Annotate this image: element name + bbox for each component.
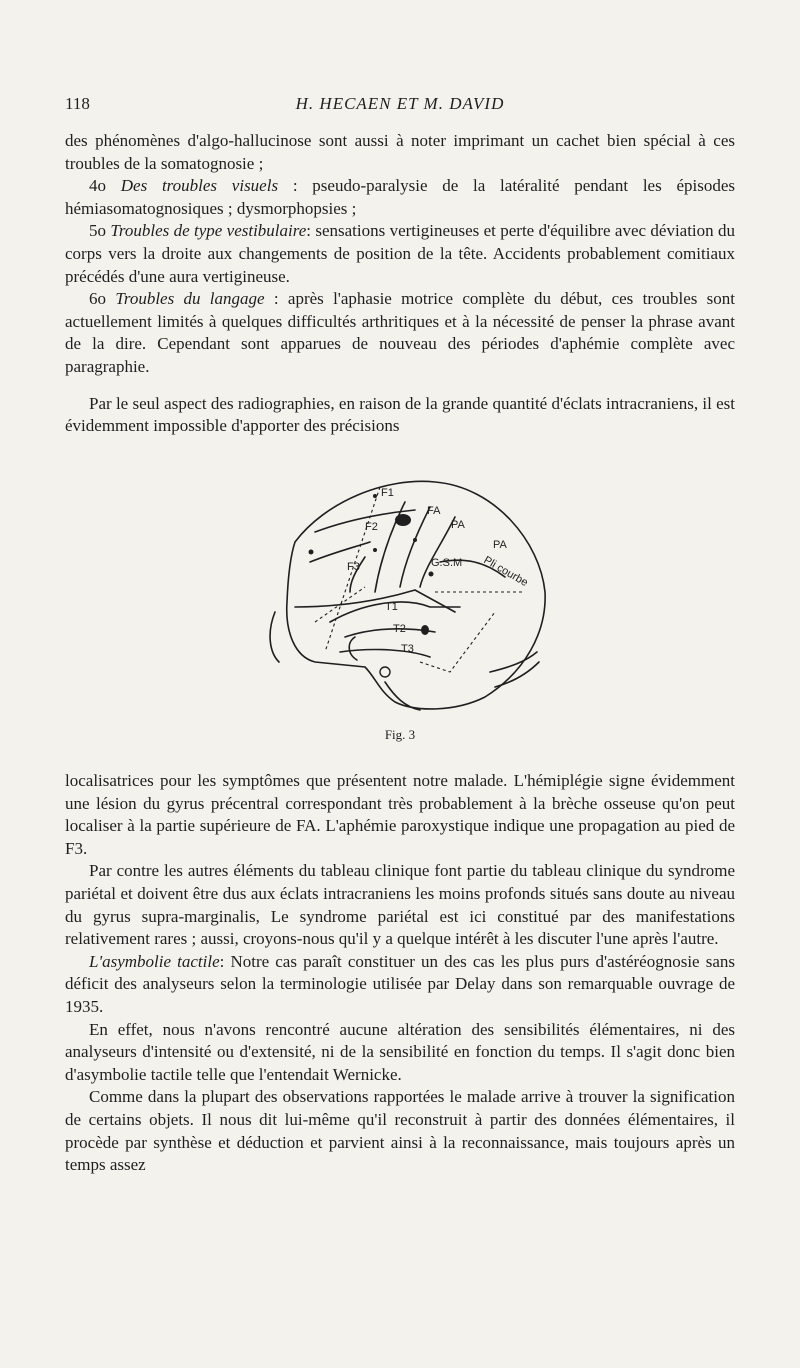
item-label: Troubles du langage <box>115 289 265 309</box>
paragraph-comme-dans: Comme dans la plupart des observations rapportées le malade arrive à trouver la signification de certains objets. Il nous dit lui-même qu'il reconstruit à partir des données élémentaires, il procède par synthèse et déduction et parvient ainsi à la reconnaissance, mais toujours après un temps assez <box>65 1087 735 1175</box>
label-t2: T2 <box>393 623 406 635</box>
label-t3: T3 <box>401 643 414 655</box>
item-label: Des troubles visuels <box>120 176 279 196</box>
frontal-pole <box>270 612 279 662</box>
fragment-1 <box>373 494 377 498</box>
item-number: 4o <box>89 176 106 196</box>
sylvian-fissure <box>295 590 455 612</box>
item-text: : Notre cas paraît constituer un des cas les plus purs d'astéréognosie sans déficit des analyseurs selon la terminologie utilisée par Delay dans son remarquable ouvrage de 1935. <box>65 951 735 1016</box>
bottom-text-block <box>65 770 735 1177</box>
item-text: : sensations vertigineuses et perte d'équilibre avec déviation du corps vers la droite aux changements de position de la tête. Accidents probablement comitiaux précédés d'une aura vertigineuse. <box>65 221 736 286</box>
sulcus-postcentral <box>420 517 455 587</box>
item-label: L'asymbolie tactile <box>89 951 220 971</box>
label-t1: T1 <box>385 601 398 613</box>
top-text-block <box>65 130 735 438</box>
item-number: 5o <box>89 221 106 241</box>
paragraph-radiographies: Par le seul aspect des radiographies, en raison de la grande quantité d'éclats intracraniens, il est évidemment impossible d'apporter des précisions <box>65 393 735 436</box>
lesion-fa <box>395 514 411 526</box>
paragraph-localisatrices: localisatrices pour les symptômes que présentent notre malade. L'hémiplégie signe évidemment une lésion du gyrus précentral correspondant très probablement à la brèche osseuse qu'on peut localiser à la partie supérieure de FA. L'aphémie paroxystique indique une propagation au pied de F3. <box>65 771 735 858</box>
page-number: 118 <box>65 94 90 113</box>
label-gsm: G.S.M <box>431 557 463 569</box>
item-text: : après l'aphasie motrice complète du début, ces troubles sont actuellement limités à quelques difficultés arthritiques et à la nécessité de penser la phrase avant de la dire. Cependant sont apparues de nouveau des périodes d'aphémie complète avec paragraphie. <box>65 289 736 376</box>
fragment-5 <box>429 572 434 577</box>
figure-caption: Fig. 3 <box>384 727 416 742</box>
fragment-2 <box>309 550 314 555</box>
item-number: 6o <box>89 289 106 309</box>
lesion-t2 <box>421 625 429 635</box>
paragraph-asymbolie <box>65 951 735 1019</box>
label-pa1: PA <box>451 519 465 531</box>
label-f2: F2 <box>365 521 378 533</box>
item-text: : pseudo-paralysie de la latéralité pendant les épisodes hémiasomatognosiques ; dysmorphopsies ; <box>65 176 736 218</box>
item-label: Troubles de type vestibulaire <box>110 221 307 241</box>
brain-diagram <box>255 462 555 722</box>
dotted-line-3 <box>420 612 495 672</box>
paragraph-somatognosie: des phénomènes d'algo-hallucinose sont aussi à noter imprimant un cachet bien spécial à ces troubles de la somatognosie ; <box>65 131 735 173</box>
paragraph-troubles-vestibulaire <box>65 220 735 288</box>
paragraph-en-effet: En effet, nous n'avons rencontré aucune altération des sensibilités élémentaires, ni des analyseurs d'intensité ou d'extensité, ni de la sensibilité en fonction du temps. Il s'agit donc bien d'asymbolie tactile telle que l'entendait Wernicke. <box>65 1019 735 1084</box>
page-header <box>65 92 735 116</box>
temporal-pole <box>349 637 357 660</box>
brain-figure <box>255 462 555 722</box>
fragment-6 <box>380 667 390 677</box>
fragment-4 <box>413 538 417 542</box>
paragraph-troubles-langage <box>65 288 735 378</box>
label-f1: F1 <box>381 487 394 499</box>
label-f3: F3 <box>347 561 360 573</box>
paragraph-syndrome-parietal: Par contre les autres éléments du tableau clinique font partie du tableau clinique du syndrome pariétal et doivent être dus aux éclats intracraniens les moins profonds situés sans doute au niveau du gyrus supra-marginalis, Le syndrome pariétal est ici constitué par des manifestations relativement rares ; aussi, croyons-nous qu'il y a quelque intérêt à les discuter l'une après l'autre. <box>65 861 735 949</box>
sulcus-t3 <box>340 650 430 657</box>
paragraph-troubles-visuels <box>65 175 735 220</box>
running-title: H. HECAEN ET M. DAVID <box>295 94 505 113</box>
label-pa2: PA <box>493 539 507 551</box>
cerebellum-line-2 <box>495 662 539 687</box>
label-pli-courbe: Pli courbe <box>481 554 530 590</box>
label-fa1: FA <box>427 505 441 517</box>
brain-outline <box>287 481 545 709</box>
fragment-3 <box>373 548 377 552</box>
